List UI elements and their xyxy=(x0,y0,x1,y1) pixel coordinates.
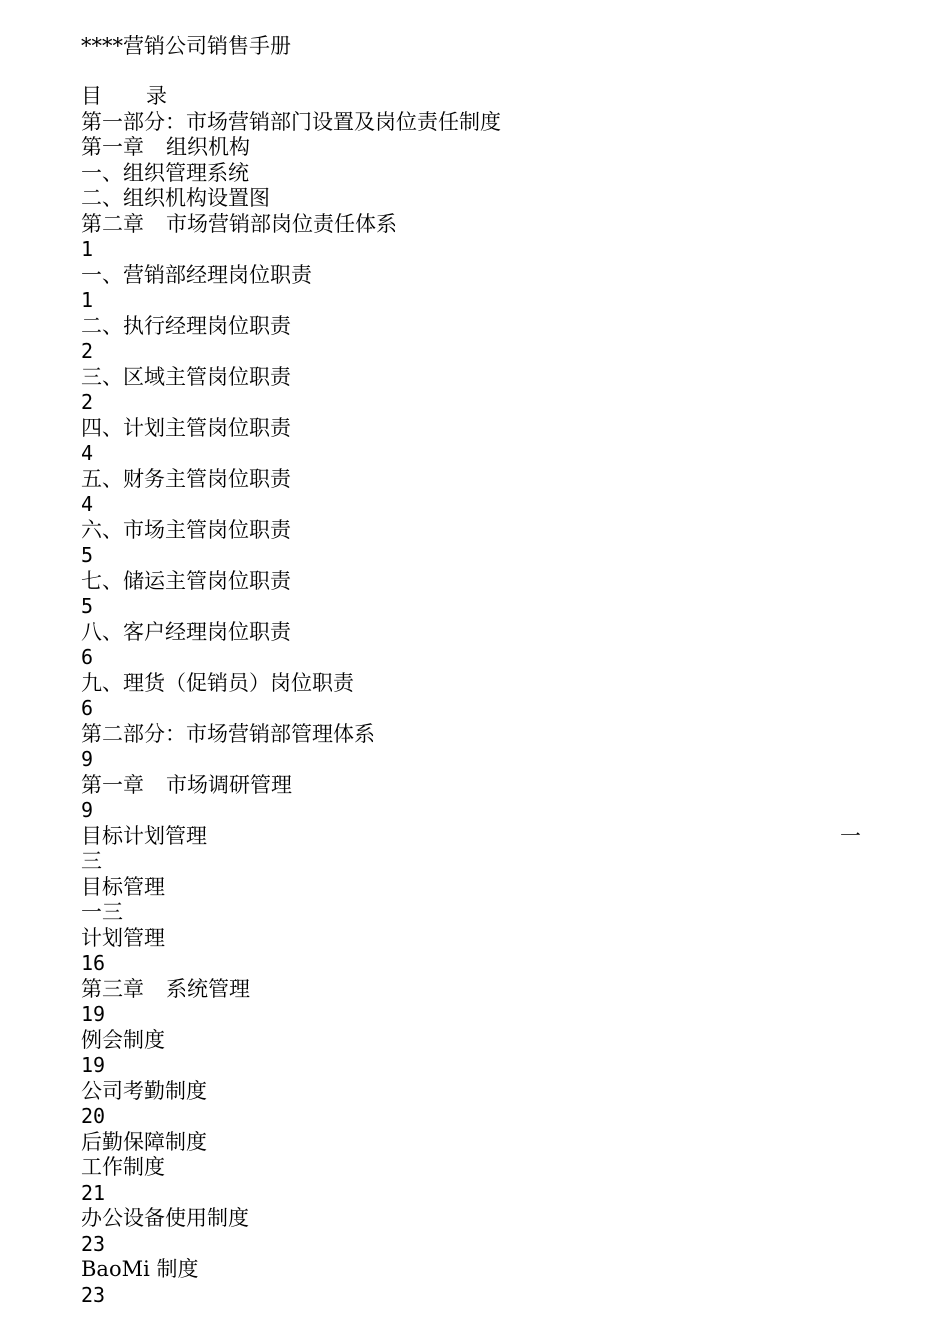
toc-page-number xyxy=(81,798,871,824)
toc-entry xyxy=(81,135,871,161)
toc-entry xyxy=(81,849,871,875)
toc-page-number-text: 9 xyxy=(81,747,94,771)
toc-page-number-text: 4 xyxy=(81,441,94,465)
toc-page-number xyxy=(81,1002,871,1028)
toc-entry xyxy=(81,110,871,136)
toc-entry-text: 办公设备使用制度 xyxy=(81,1206,249,1230)
toc-entry xyxy=(81,620,871,646)
toc-page-number-text: 16 xyxy=(81,951,106,975)
toc-entry xyxy=(81,161,871,187)
toc-entry-text: 公司考勤制度 xyxy=(81,1078,207,1103)
toc-page-number-text: 6 xyxy=(81,645,94,669)
toc-entry xyxy=(81,900,871,926)
toc-entry xyxy=(81,1257,871,1283)
toc-entry-text: 五、财务主管岗位职责 xyxy=(81,466,291,491)
toc-page-number xyxy=(81,696,871,722)
toc-entry-text: 系统管理 xyxy=(166,976,250,1001)
toc-page-number-text: 23 xyxy=(81,1231,106,1256)
toc-entry xyxy=(81,1079,871,1105)
toc-entry xyxy=(81,365,871,391)
toc-page-number-text: 19 xyxy=(81,1002,106,1026)
toc-entry-text: 四、计划主管岗位职责 xyxy=(81,415,291,440)
toc-page-number xyxy=(81,543,871,569)
toc-page-number xyxy=(81,492,871,518)
toc-heading-left: 目 xyxy=(81,84,102,108)
toc-page-number-text: 9 xyxy=(81,798,94,822)
toc-entry xyxy=(81,186,871,212)
toc-entry xyxy=(81,1130,871,1156)
toc-page-number xyxy=(81,747,871,773)
toc-entry xyxy=(81,926,871,952)
toc-entry xyxy=(81,671,871,697)
toc-entry xyxy=(81,824,871,850)
toc-page-number-text: 1 xyxy=(81,237,94,261)
toc-chapter-label: 第一章 xyxy=(81,772,144,797)
toc-entry-text: 六、市场主管岗位职责 xyxy=(81,517,291,542)
toc-page-number-text: 21 xyxy=(81,1180,106,1205)
toc-page-number xyxy=(81,441,871,467)
toc-heading-right: 录 xyxy=(146,84,167,108)
toc-entry xyxy=(81,263,871,289)
toc-entry-text: 组织机构 xyxy=(166,135,250,159)
toc-entry-text: 一、营销部经理岗位职责 xyxy=(81,262,312,287)
toc-chapter-label: 第二章 xyxy=(81,211,144,236)
toc-entry-text: 第一部分：市场营销部门设置及岗位责任制度 xyxy=(81,109,501,134)
toc-page-number-text: 2 xyxy=(81,339,94,363)
toc-entry xyxy=(81,314,871,340)
toc-entry-text: 市场营销部岗位责任体系 xyxy=(166,211,397,236)
table-of-contents xyxy=(81,84,871,1308)
toc-entry-text: 八、客户经理岗位职责 xyxy=(81,619,291,644)
toc-entry xyxy=(81,1028,871,1054)
toc-entry xyxy=(81,977,871,1003)
toc-page-number-text: 5 xyxy=(81,543,94,567)
toc-entry-text: 一、组织管理系统 xyxy=(81,160,249,185)
toc-page-number xyxy=(81,1104,871,1130)
toc-entry xyxy=(81,1206,871,1232)
toc-page-number-text: 2 xyxy=(81,390,94,414)
toc-chapter-label: 第一章 xyxy=(81,135,144,159)
toc-page-number xyxy=(81,1283,871,1309)
toc-entry-text: 七、储运主管岗位职责 xyxy=(81,568,291,593)
document-title: ****营销公司销售手册 xyxy=(81,34,291,58)
toc-page-number xyxy=(81,288,871,314)
toc-entry-text: BaoMi 制度 xyxy=(81,1257,199,1281)
toc-page-number xyxy=(81,645,871,671)
toc-entry xyxy=(81,569,871,595)
toc-entry-text: 三、区域主管岗位职责 xyxy=(81,364,291,389)
toc-heading xyxy=(81,84,871,110)
toc-entry-text: 三 xyxy=(81,849,102,873)
toc-entry-text: 一三 xyxy=(81,900,123,924)
toc-page-number-text: 19 xyxy=(81,1053,106,1077)
toc-page-number-text: 1 xyxy=(81,288,94,312)
toc-entry xyxy=(81,875,871,901)
toc-page-number-text: 4 xyxy=(81,492,94,516)
toc-right-mark: 一 xyxy=(840,823,861,848)
toc-entry-text: 二、组织机构设置图 xyxy=(81,186,270,210)
toc-entry-text: 九、理货（促销员）岗位职责 xyxy=(81,670,354,695)
toc-entry xyxy=(81,1155,871,1181)
toc-entry-text: 市场调研管理 xyxy=(166,772,292,797)
toc-page-number xyxy=(81,1181,871,1207)
toc-page-number-text: 6 xyxy=(81,696,94,720)
toc-entry xyxy=(81,722,871,748)
toc-entry xyxy=(81,518,871,544)
toc-entry-text: 计划管理 xyxy=(81,925,165,950)
toc-entry-text: 例会制度 xyxy=(81,1027,165,1052)
toc-page-number-text: 20 xyxy=(81,1104,106,1128)
toc-entry-text: 目标管理 xyxy=(81,874,165,899)
toc-entry-text: 后勤保障制度 xyxy=(81,1129,207,1154)
toc-page-number xyxy=(81,237,871,263)
toc-page-number xyxy=(81,951,871,977)
toc-page-number xyxy=(81,594,871,620)
toc-page-number xyxy=(81,339,871,365)
toc-entry xyxy=(81,416,871,442)
toc-entry xyxy=(81,467,871,493)
toc-page-number xyxy=(81,1053,871,1079)
toc-entry xyxy=(81,212,871,238)
toc-page-number xyxy=(81,390,871,416)
toc-entry-text: 第二部分：市场营销部管理体系 xyxy=(81,721,375,746)
toc-entry-text: 工作制度 xyxy=(81,1155,165,1179)
toc-page-number-text: 23 xyxy=(81,1282,106,1307)
toc-entry-text: 目标计划管理 xyxy=(81,823,207,848)
toc-page-number xyxy=(81,1232,871,1258)
toc-entry-text: 二、执行经理岗位职责 xyxy=(81,313,291,338)
toc-chapter-label: 第三章 xyxy=(81,976,144,1001)
toc-entry xyxy=(81,773,871,799)
toc-page-number-text: 5 xyxy=(81,594,94,618)
